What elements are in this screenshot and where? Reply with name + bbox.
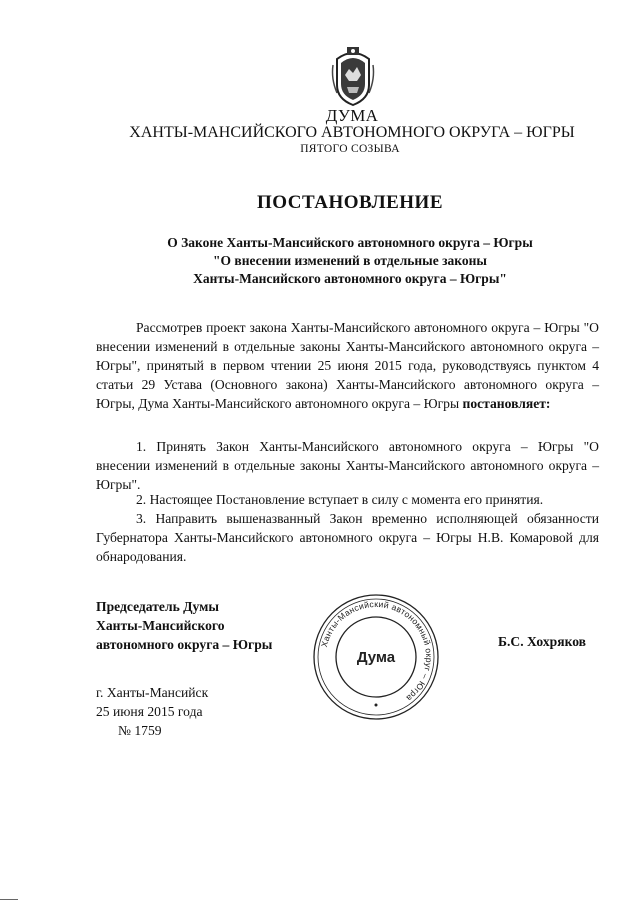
stamp-ring-text: Ханты-Мансийский автономный округ – Югра <box>319 598 435 704</box>
stamp-center-text: Дума <box>356 649 396 666</box>
intro-resolves: постановляет: <box>462 396 551 411</box>
footer-mark <box>0 899 18 900</box>
official-stamp <box>311 592 441 722</box>
document-title: ПОСТАНОВЛЕНИЕ <box>256 192 444 213</box>
signatory-position <box>96 597 272 654</box>
place-city: г. Ханты-Мансийск <box>96 685 209 700</box>
subject-line-1: О Законе Ханты-Мансийского автономного округа – Югры <box>167 235 533 250</box>
position-line-3: автономного округа – Югры <box>96 637 273 652</box>
item-1: 1. Принять Закон Ханты-Мансийского автономного округа – Югры "О внесении изменений в отдельные законы Ханты-Мансийского автономного округа – Югры". <box>96 439 599 492</box>
place-date-number <box>96 683 208 740</box>
place-date: 25 июня 2015 года <box>96 704 203 719</box>
header-convocation: ПЯТОГО СОЗЫВА <box>300 143 400 155</box>
document-number: № 1759 <box>118 723 162 738</box>
intro-text: Рассмотрев проект закона Ханты-Мансийского автономного округа – Югры "О внесении изменений в отдельные законы Ханты-Мансийского автономного округа – Югры", принятый в первом чтении 25 июня 2015 года, руководствуясь пунктом 4 статьи 29 Устава (Основного закона) Ханты-Мансийского автономного округа – Югры, Дума Ханты-Мансийского автономного округа – Югры <box>96 320 599 411</box>
item-3: 3. Направить вышеназванный Закон временно исполняющей обязанности Губернатора Ханты-Мансийского автономного округа – Югры Н.В. Комаровой для обнародования. <box>96 511 599 564</box>
item-2: 2. Настоящее Постановление вступает в силу с момента его принятия. <box>136 492 544 507</box>
intro-paragraph <box>96 318 599 413</box>
header-region: ХАНТЫ-МАНСИЙСКОГО АВТОНОМНОГО ОКРУГА – ЮГРЫ <box>129 124 575 141</box>
signatory-name: Б.С. Хохряков <box>498 634 587 649</box>
position-line-2: Ханты-Мансийского <box>96 618 225 633</box>
document-subject <box>30 234 640 288</box>
subject-line-3: Ханты-Мансийского автономного округа – Югры" <box>193 271 507 286</box>
subject-line-2: "О внесении изменений в отдельные законы <box>213 253 487 268</box>
coat-of-arms-emblem <box>327 45 379 107</box>
header-duma: ДУМА <box>325 106 379 125</box>
position-line-1: Председатель Думы <box>96 599 220 614</box>
